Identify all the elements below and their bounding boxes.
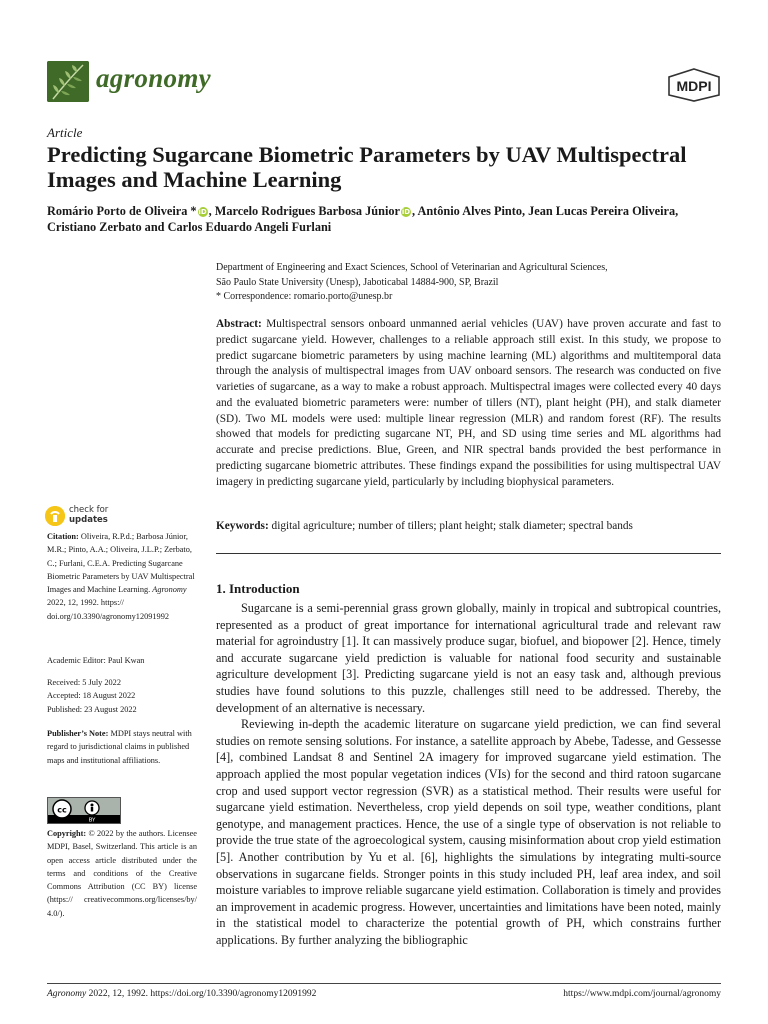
paragraph: Sugarcane is a semi-perennial grass grown globally, mainly in tropical and subtropical countries, represented as a product of great importance for international agricultural trade and relevant raw material for agroindustry [1]. It can massively produce sugar, biofuel, and biopower [2]. Hence, timely and accurate sugarcane yield prediction is valuable for national food security and sustainable agriculture development [3]. Predicting sugarcane yield is not an easy task and, although previous studies have found solutions to this puzzle, challenges still need to be addressed. Thereby, the development of an alternative is necessary. (216, 601, 721, 715)
orcid-icon[interactable]: iD (401, 208, 411, 216)
abstract-label: Abstract: (216, 318, 262, 330)
author-2[interactable]: , Marcelo Rodrigues Barbosa Júnior (208, 204, 400, 218)
copyright-text: © 2022 by the authors. Licensee MDPI, Basel, Switzerland. This article is an open access article distributed under the terms and conditions of the Creative Commons Attribution (CC BY) license (https:// creativecommons.org/licenses/by/ 4.0/). (47, 829, 197, 918)
orcid-icon[interactable]: iD (198, 208, 207, 216)
cc-license-badge[interactable] (47, 797, 121, 824)
abstract-text: Multispectral sensors onboard unmanned aerial vehicles (UAV) have proven accurate and fast to predict sugarcane yield. However, challenges to a reliable approach still exist. In this study, we propose to predict sugarcane biometric parameters by using machine learning (ML) algorithms and multitemporal data through the analysis of multispectral images from UAV onboard sensors. The research was conducted on five varieties of sugarcane, as a way to make a robust approach. Multispectral images were collected every 40 days and the evaluated biometric parameters were: number of tillers (NT), plant height (PH), and stalk diameter (SD). Two ML models were used: multiple linear regression (MLR) and random forest (RF). The results showed that models for predicting sugarcane NT, PH, and SD using time series and ML algorithms had accurate and precise predictions. Blue, Green, and NIR spectral bands provided the best performance in predicting sugarcane biometric attributes. These findings expand the possibilities for using multispectral UAV imagery in predicting sugarcane yield, particularly by including biophysical parameters. (216, 318, 721, 488)
citation-label: Citation: (47, 532, 79, 541)
author-list (47, 203, 727, 235)
introduction-body (216, 600, 721, 948)
affiliation-line: Department of Engineering and Exact Sciences, School of Veterinarian and Agricultural Sciences, (216, 262, 608, 273)
accepted-date: Accepted: 18 August 2022 (47, 691, 136, 701)
publisher-note (47, 727, 197, 767)
correspondence: * Correspondence: romario.porto@unesp.br (216, 291, 393, 302)
footer-citation (47, 989, 316, 999)
mdpi-logo-text: MDPI (676, 78, 712, 94)
journal-name: agronomy (96, 63, 211, 93)
footer-journal: Agronomy (47, 989, 87, 999)
check-updates-line: check for (69, 505, 109, 515)
citation-journal: Agronomy (152, 585, 187, 595)
page-title: Predicting Sugarcane Biometric Parameters by UAV Multispectral Images and Machine Learning (47, 142, 687, 192)
check-for-updates-button[interactable] (45, 505, 165, 531)
copyright-label: Copyright: (47, 829, 87, 838)
citation-doi[interactable]: 2022, 12, 1992. https:// doi.org/10.3390/agronomy12091992 (47, 598, 169, 621)
footer-doi[interactable]: 2022, 12, 1992. https://doi.org/10.3390/agronomy12091992 (88, 989, 317, 999)
academic-editor: Academic Editor: Paul Kwan (47, 656, 145, 665)
received-date: Received: 5 July 2022 (47, 678, 121, 687)
keywords-label: Keywords: (216, 520, 269, 532)
mdpi-logo (667, 68, 721, 102)
dates (47, 676, 197, 716)
affiliation-line: São Paulo State University (Unesp), Jaboticabal 14884-900, SP, Brazil (216, 276, 499, 288)
authors-rest: , Antônio Alves Pinto, Jean Lucas Pereira Oliveira, Cristiano Zerbato and Carlos Eduardo Angeli Furlani (47, 204, 679, 234)
section-heading: 1. Introduction (216, 581, 300, 596)
check-updates-line: updates (69, 515, 108, 525)
copyright (47, 827, 197, 920)
publisher-note-label: Publisher’s Note: (47, 729, 109, 738)
author-1[interactable]: Romário Porto de Oliveira * (47, 204, 197, 218)
affiliation-block (216, 261, 726, 305)
cc-by-label: BY (88, 817, 96, 823)
citation (47, 530, 197, 623)
published-date: Published: 23 August 2022 (47, 704, 137, 714)
footer-divider (47, 983, 721, 984)
journal-logo (47, 61, 89, 102)
check-updates-text (69, 505, 108, 525)
divider (216, 553, 721, 554)
wheat-icon (47, 61, 89, 102)
paragraph: Reviewing in-depth the academic literature on sugarcane yield prediction, we can find several studies on remote sensing solutions. For instance, a satellite approach by Abebe, Tadesse, and Gessesse [4], combined Landsat 8 and Sentinel 2A imagery for improved sugarcane yield estimation. The approach applied the most popular vegetation indices (VIs) for the second and third ratoon sugarcane crop and used support vector regression (SVR) as a statistical method. Their results were useful for sugarcane yield estimation. Nevertheless, crop yield depends on soil type, weather conditions, plant genotype, and management practices. Hence, the use of a single type of observation is not reliable to provide the true state of the agroecological system, causing misinformation about crop yield estimation [5]. Another contribution by Yu et al. [6], highlights the simulations by integrating multi-source observations in sugarcane fields. Stronger points in this study included PH, leaf area index, and soil moisture variables to improve reliable sugarcane yield estimation. Collaboration is timely and provides an improvement in academic progress. However, uncertainties and limitations have been noted, mainly in the statistical model to characterize the potential growth of PH, which constrains further applications. By further analyzing the bibliographic (216, 717, 721, 947)
footer-url[interactable]: https://www.mdpi.com/journal/agronomy (563, 989, 721, 999)
article-type: Article (47, 125, 83, 140)
keywords (216, 519, 721, 535)
abstract (216, 317, 721, 490)
citation-text: Oliveira, R.P.d.; Barbosa Júnior, M.R.; Pinto, A.A.; Oliveira, J.L.P.; Zerbato, C.; Furlani, C.E.A. Predicting Sugarcane Biometric Parameters by UAV Multispectral Images and Machine Learning. (47, 532, 195, 595)
svg-text:cc: cc (57, 805, 67, 815)
check-updates-icon (45, 506, 65, 526)
publisher-note-text: MDPI stays neutral with regard to jurisdictional claims in published maps and institutional affiliations. (47, 729, 192, 765)
keywords-text: digital agriculture; number of tillers; plant height; stalk diameter; spectral bands (271, 520, 633, 532)
